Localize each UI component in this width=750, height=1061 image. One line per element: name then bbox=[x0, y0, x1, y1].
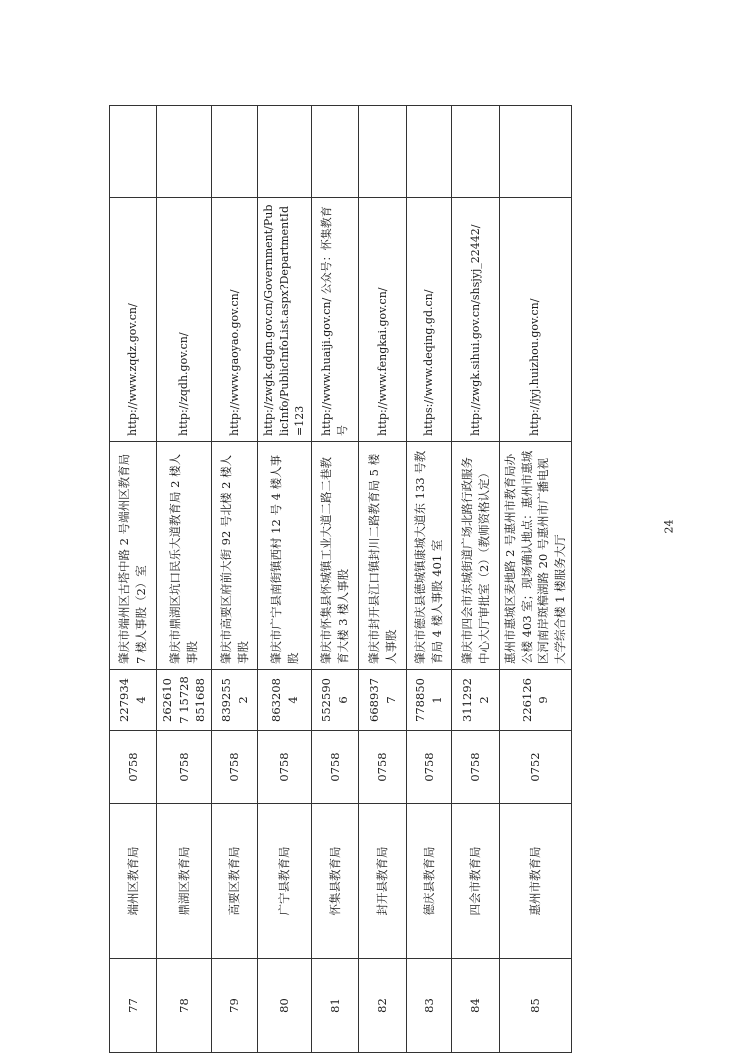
org-name-cell: 高要区教育局 bbox=[212, 804, 258, 959]
table-row bbox=[312, 106, 359, 1053]
org-name-cell: 端州区教育局 bbox=[110, 804, 157, 959]
website-cell: http://www.zqdz.gov.cn/ bbox=[110, 198, 157, 442]
address-cell: 肇庆市鼎湖区坑口民乐大道教育局 2 楼人事股 bbox=[157, 442, 212, 670]
org-name-cell: 德庆县教育局 bbox=[407, 804, 452, 959]
org-name-cell: 惠州市教育局 bbox=[500, 804, 572, 959]
address-cell: 肇庆市德庆县德城镇康城大道东 133 号教育局 4 楼人事股 401 室 bbox=[407, 442, 452, 670]
address-cell: 惠州市惠城区麦地路 2 号惠州市教育局办公楼 403 室；现场确认地点：惠州市惠城区河南岸斑樟湖路 20 号惠州市广播电视大学综合楼 1 楼服务大厅 bbox=[500, 442, 572, 670]
remarks-cell bbox=[359, 106, 407, 198]
row-number-cell: 84 bbox=[452, 959, 500, 1053]
area-code-cell: 0752 bbox=[500, 731, 572, 804]
phone-number-cell: 7788501 bbox=[407, 670, 452, 731]
table-row bbox=[500, 106, 572, 1053]
address-cell: 肇庆市怀集县怀城镇工业大道二路二巷教育大楼 3 楼人事股 bbox=[312, 442, 359, 670]
org-name-cell: 鼎湖区教育局 bbox=[157, 804, 212, 959]
row-number-cell: 79 bbox=[212, 959, 258, 1053]
table-row bbox=[359, 106, 407, 1053]
org-name-cell: 四会市教育局 bbox=[452, 804, 500, 959]
area-code-cell: 0758 bbox=[407, 731, 452, 804]
remarks-cell bbox=[452, 106, 500, 198]
row-number-cell: 80 bbox=[258, 959, 312, 1053]
area-code-cell: 0758 bbox=[258, 731, 312, 804]
remarks-cell bbox=[312, 106, 359, 198]
phone-number-cell: 3112922 bbox=[452, 670, 500, 731]
website-cell: http://zwgk.gdgn.gov.cn/Government/PublicInfo/PublicInfoList.aspx?DepartmentId=123 bbox=[258, 198, 312, 442]
website-cell: http://jyj.huizhou.gov.cn/ bbox=[500, 198, 572, 442]
remarks-cell bbox=[157, 106, 212, 198]
area-code-cell: 0758 bbox=[212, 731, 258, 804]
row-number-cell: 78 bbox=[157, 959, 212, 1053]
table-row bbox=[110, 106, 157, 1053]
table-row bbox=[452, 106, 500, 1053]
website-cell: http://www.fengkai.gov.cn/ bbox=[359, 198, 407, 442]
phone-number-cell: 8392552 bbox=[212, 670, 258, 731]
phone-number-cell: 8632084 bbox=[258, 670, 312, 731]
area-code-cell: 0758 bbox=[312, 731, 359, 804]
address-cell: 肇庆市端州区古塔中路 2 号端州区教育局 7 楼人事股（2）室 bbox=[110, 442, 157, 670]
phone-number-cell: 2626107 15728851688 bbox=[157, 670, 212, 731]
website-cell: http://www.gaoyao.gov.cn/ bbox=[212, 198, 258, 442]
area-code-cell: 0758 bbox=[157, 731, 212, 804]
contact-table bbox=[109, 105, 572, 1053]
area-code-cell: 0758 bbox=[110, 731, 157, 804]
phone-number-cell: 5525906 bbox=[312, 670, 359, 731]
remarks-cell bbox=[258, 106, 312, 198]
row-number-cell: 82 bbox=[359, 959, 407, 1053]
phone-number-cell: 2279344 bbox=[110, 670, 157, 731]
org-name-cell: 怀集县教育局 bbox=[312, 804, 359, 959]
table-row bbox=[157, 106, 212, 1053]
org-name-cell: 广宁县教育局 bbox=[258, 804, 312, 959]
page-number: 24 bbox=[662, 519, 676, 534]
website-cell: http://zwgk.sihui.gov.cn/shsjyj_22442/ bbox=[452, 198, 500, 442]
address-cell: 肇庆市四会市东城街道广场北路行政服务中心大厅审批室（2）（教师资格认定） bbox=[452, 442, 500, 670]
org-name-cell: 封开县教育局 bbox=[359, 804, 407, 959]
row-number-cell: 77 bbox=[110, 959, 157, 1053]
phone-number-cell: 2261269 bbox=[500, 670, 572, 731]
area-code-cell: 0758 bbox=[452, 731, 500, 804]
address-cell: 肇庆市高要区府前大街 92 号北楼 2 楼人事股 bbox=[212, 442, 258, 670]
row-number-cell: 85 bbox=[500, 959, 572, 1053]
table-row bbox=[212, 106, 258, 1053]
table-row bbox=[258, 106, 312, 1053]
row-number-cell: 81 bbox=[312, 959, 359, 1053]
address-cell: 肇庆市封开县江口镇封川二路教育局 5 楼人事股 bbox=[359, 442, 407, 670]
remarks-cell bbox=[110, 106, 157, 198]
row-number-cell: 83 bbox=[407, 959, 452, 1053]
area-code-cell: 0758 bbox=[359, 731, 407, 804]
website-cell: https://www.deqing.gd.cn/ bbox=[407, 198, 452, 442]
address-cell: 肇庆市广宁县南街镇西村 12 号 4 楼人事股 bbox=[258, 442, 312, 670]
website-cell: http://zqdh.gov.cn/ bbox=[157, 198, 212, 442]
rotated-table-wrapper bbox=[109, 106, 568, 1053]
website-cell: http://www.huaiji.gov.cn/ 公众号：怀集教育号 bbox=[312, 198, 359, 442]
remarks-cell bbox=[212, 106, 258, 198]
table-row bbox=[407, 106, 452, 1053]
remarks-cell bbox=[500, 106, 572, 198]
remarks-cell bbox=[407, 106, 452, 198]
phone-number-cell: 6689377 bbox=[359, 670, 407, 731]
